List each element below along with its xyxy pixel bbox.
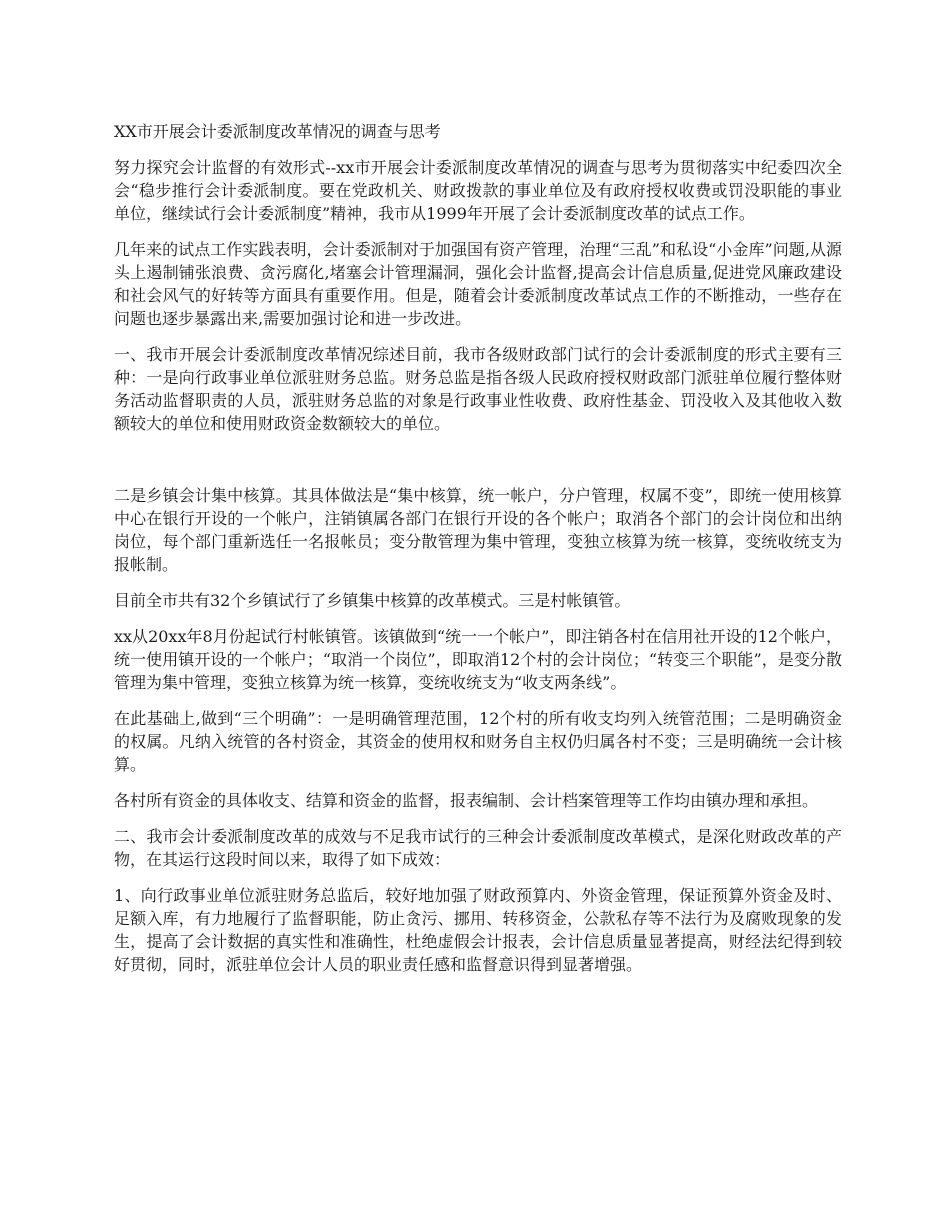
paragraph-section-two: 二、我市会计委派制度改革的成效与不足我市试行的三种会计委派制度改革模式，是深化财政改革的产物，在其运行这段时间以来，取得了如下成效： [114,827,842,869]
paragraph-village-accounts: xx从20xx年8月份起试行村帐镇管。该镇做到“统一一个帐户”，即注销各村在信用社开设的12个帐户，统一使用镇开设的一个帐户；“取消一个岗位”，即取消12个村的会计岗位；“转变三个职能”，是变分散管理为集中管理，变独立核算为统一核算，变统收统支为“收支两条线”。 [114,627,842,692]
paragraph-village-funds: 各村所有资金的具体收支、结算和资金的监督，报表编制、会计档案管理等工作均由镇办理和承担。 [114,791,819,810]
paragraph-township-accounting: 二是乡镇会计集中核算。其具体做法是“集中核算，统一帐户，分户管理，权属不变”，即统一使用核算中心在银行开设的一个帐户，注销镇属各部门在银行开设的各个帐户；取消各个部门的会计岗位和出纳岗位，每个部门重新选任一名报帐员；变分散管理为集中管理，变独立核算为统一核算，变统收统支为报帐制。 [114,486,842,574]
document-title: XX市开展会计委派制度改革情况的调查与思考 [114,122,441,141]
paragraph-section-one: 一、我市开展会计委派制度改革情况综述目前，我市各级财政部门试行的会计委派制度的形式主要有三种：一是向行政事业单位派驻财务总监。财务总监是指各级人民政府授权财政部门派驻单位履行整体财务活动监督职责的人员，派驻财务总监的对象是行政事业性收费、政府性基金、罚没收入及其他收入数额较大的单位和使用财政资金数额较大的单位。 [114,345,842,433]
document-page [114,120,842,989]
blank-gap [114,448,842,484]
paragraph-three-clarities: 在此基础上,做到“三个明确”：一是明确管理范围，12个村的所有收支均列入统管范围；二是明确资金的权属。凡纳入统管的各村资金，其资金的使用权和财务自主权仍归属各村不变；三是明确统一会计核算。 [114,709,842,774]
paragraph-intro: 努力探究会计监督的有效形式--xx市开展会计委派制度改革情况的调查与思考为贯彻落实中纪委四次全会“稳步推行会计委派制度。要在党政机关、财政拨款的事业单位及有政府授权收费或罚没职能的事业单位，继续试行会计委派制度”精神，我市从1999年开展了会计委派制度改革的试点工作。 [114,158,842,223]
paragraph-result-one: 1、向行政事业单位派驻财务总监后，较好地加强了财政预算内、外资金管理，保证预算外资金及时、足额入库，有力地履行了监督职能，防止贪污、挪用、转移资金，公款私存等不法行为及腐败现象的发生，提高了会计数据的真实性和准确性，杜绝虚假会计报表，会计信息质量显著提高，财经法纪得到较好贯彻，同时，派驻单位会计人员的职业责任感和监督意识得到显著增强。 [114,886,842,974]
paragraph-pilot-results: 几年来的试点工作实践表明，会计委派制对于加强国有资产管理，治理“三乱”和私设“小金库”问题,从源头上遏制铺张浪费、贪污腐化,堵塞会计管理漏洞，强化会计监督,提高会计信息质量,促进党风廉政建设和社会风气的好转等方面具有重要作用。但是，随着会计委派制度改革试点工作的不断推动，一些存在问题也逐步暴露出来,需要加强讨论和进一步改进。 [114,240,842,328]
paragraph-township-count: 目前全市共有32个乡镇试行了乡镇集中核算的改革模式。三是村帐镇管。 [114,591,631,610]
